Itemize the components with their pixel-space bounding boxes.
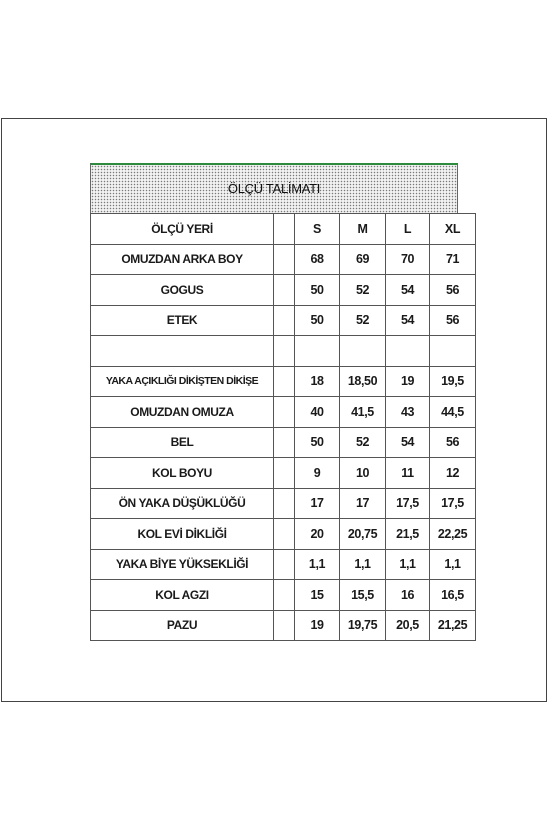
cell-xl: 1,1 xyxy=(430,549,476,580)
table-row xyxy=(91,458,476,489)
table-row xyxy=(91,305,476,336)
table-row xyxy=(91,427,476,458)
cell-xl: 56 xyxy=(430,305,476,336)
cell-l: 11 xyxy=(386,458,430,489)
row-label: GOGUS xyxy=(91,275,274,306)
cell-m: 20,75 xyxy=(340,519,386,550)
row-label: OMUZDAN OMUZA xyxy=(91,397,274,428)
gap-cell xyxy=(274,580,295,611)
row-label: KOL EVİ DİKLİĞİ xyxy=(91,519,274,550)
cell-l: 20,5 xyxy=(386,610,430,641)
cell-s: 15 xyxy=(295,580,340,611)
row-label xyxy=(91,336,274,367)
cell-l: 21,5 xyxy=(386,519,430,550)
cell-xl: 56 xyxy=(430,427,476,458)
cell-l: 43 xyxy=(386,397,430,428)
cell-l: 54 xyxy=(386,275,430,306)
table-row xyxy=(91,488,476,519)
cell-m: 17 xyxy=(340,488,386,519)
table-row xyxy=(91,610,476,641)
size-chart-sheet xyxy=(90,163,468,651)
cell-l: 1,1 xyxy=(386,549,430,580)
row-label: BEL xyxy=(91,427,274,458)
gap-cell xyxy=(274,458,295,489)
cell-s xyxy=(295,336,340,367)
gap-cell xyxy=(274,488,295,519)
cell-l: 19 xyxy=(386,366,430,397)
table-row xyxy=(91,275,476,306)
cell-l xyxy=(386,336,430,367)
cell-xl: 44,5 xyxy=(430,397,476,428)
gap-cell xyxy=(274,397,295,428)
cell-xl: 71 xyxy=(430,244,476,275)
row-label: YAKA AÇIKLIĞI DİKİŞTEN DİKİŞE xyxy=(91,366,274,397)
cell-xl: 19,5 xyxy=(430,366,476,397)
cell-m xyxy=(340,336,386,367)
chart-title: ÖLÇÜ TALİMATI xyxy=(227,181,321,196)
cell-s: 40 xyxy=(295,397,340,428)
gap-cell xyxy=(274,275,295,306)
row-label: ÖN YAKA DÜŞÜKLÜĞÜ xyxy=(91,488,274,519)
cell-m: 15,5 xyxy=(340,580,386,611)
cell-xl: 12 xyxy=(430,458,476,489)
cell-s: 50 xyxy=(295,275,340,306)
cell-s: 1,1 xyxy=(295,549,340,580)
cell-m: 41,5 xyxy=(340,397,386,428)
row-label: OMUZDAN ARKA BOY xyxy=(91,244,274,275)
cell-xl: 22,25 xyxy=(430,519,476,550)
row-label: ETEK xyxy=(91,305,274,336)
cell-s: 19 xyxy=(295,610,340,641)
cell-xl: 21,25 xyxy=(430,610,476,641)
cell-l: 70 xyxy=(386,244,430,275)
cell-m: 52 xyxy=(340,275,386,306)
cell-s: 17 xyxy=(295,488,340,519)
size-header-l: L xyxy=(386,214,430,245)
gap-cell xyxy=(274,336,295,367)
cell-m: 69 xyxy=(340,244,386,275)
cell-l: 54 xyxy=(386,305,430,336)
table-header-row xyxy=(91,214,476,245)
cell-s: 50 xyxy=(295,305,340,336)
cell-l: 16 xyxy=(386,580,430,611)
row-label: KOL BOYU xyxy=(91,458,274,489)
row-label: YAKA BİYE YÜKSEKLİĞİ xyxy=(91,549,274,580)
size-table xyxy=(90,213,476,641)
size-header-xl: XL xyxy=(430,214,476,245)
cell-xl: 16,5 xyxy=(430,580,476,611)
cell-m: 10 xyxy=(340,458,386,489)
cell-s: 18 xyxy=(295,366,340,397)
cell-s: 50 xyxy=(295,427,340,458)
gap-cell xyxy=(274,305,295,336)
table-row xyxy=(91,244,476,275)
table-row xyxy=(91,366,476,397)
cell-s: 9 xyxy=(295,458,340,489)
table-row xyxy=(91,580,476,611)
cell-xl: 17,5 xyxy=(430,488,476,519)
table-row-blank xyxy=(91,336,476,367)
gap-cell xyxy=(274,549,295,580)
gap-cell xyxy=(274,427,295,458)
cell-xl: 56 xyxy=(430,275,476,306)
row-label: KOL AGZI xyxy=(91,580,274,611)
header-label-cell: ÖLÇÜ YERİ xyxy=(91,214,274,245)
cell-m: 19,75 xyxy=(340,610,386,641)
cell-s: 20 xyxy=(295,519,340,550)
table-row xyxy=(91,397,476,428)
cell-xl xyxy=(430,336,476,367)
table-row xyxy=(91,519,476,550)
gap-cell xyxy=(274,214,295,245)
size-header-s: S xyxy=(295,214,340,245)
gap-cell xyxy=(274,366,295,397)
table-row xyxy=(91,549,476,580)
cell-m: 18,50 xyxy=(340,366,386,397)
cell-m: 52 xyxy=(340,305,386,336)
cell-s: 68 xyxy=(295,244,340,275)
gap-cell xyxy=(274,244,295,275)
title-band xyxy=(90,163,458,213)
gap-cell xyxy=(274,610,295,641)
size-header-m: M xyxy=(340,214,386,245)
gap-cell xyxy=(274,519,295,550)
cell-l: 17,5 xyxy=(386,488,430,519)
cell-m: 52 xyxy=(340,427,386,458)
row-label: PAZU xyxy=(91,610,274,641)
cell-m: 1,1 xyxy=(340,549,386,580)
cell-l: 54 xyxy=(386,427,430,458)
